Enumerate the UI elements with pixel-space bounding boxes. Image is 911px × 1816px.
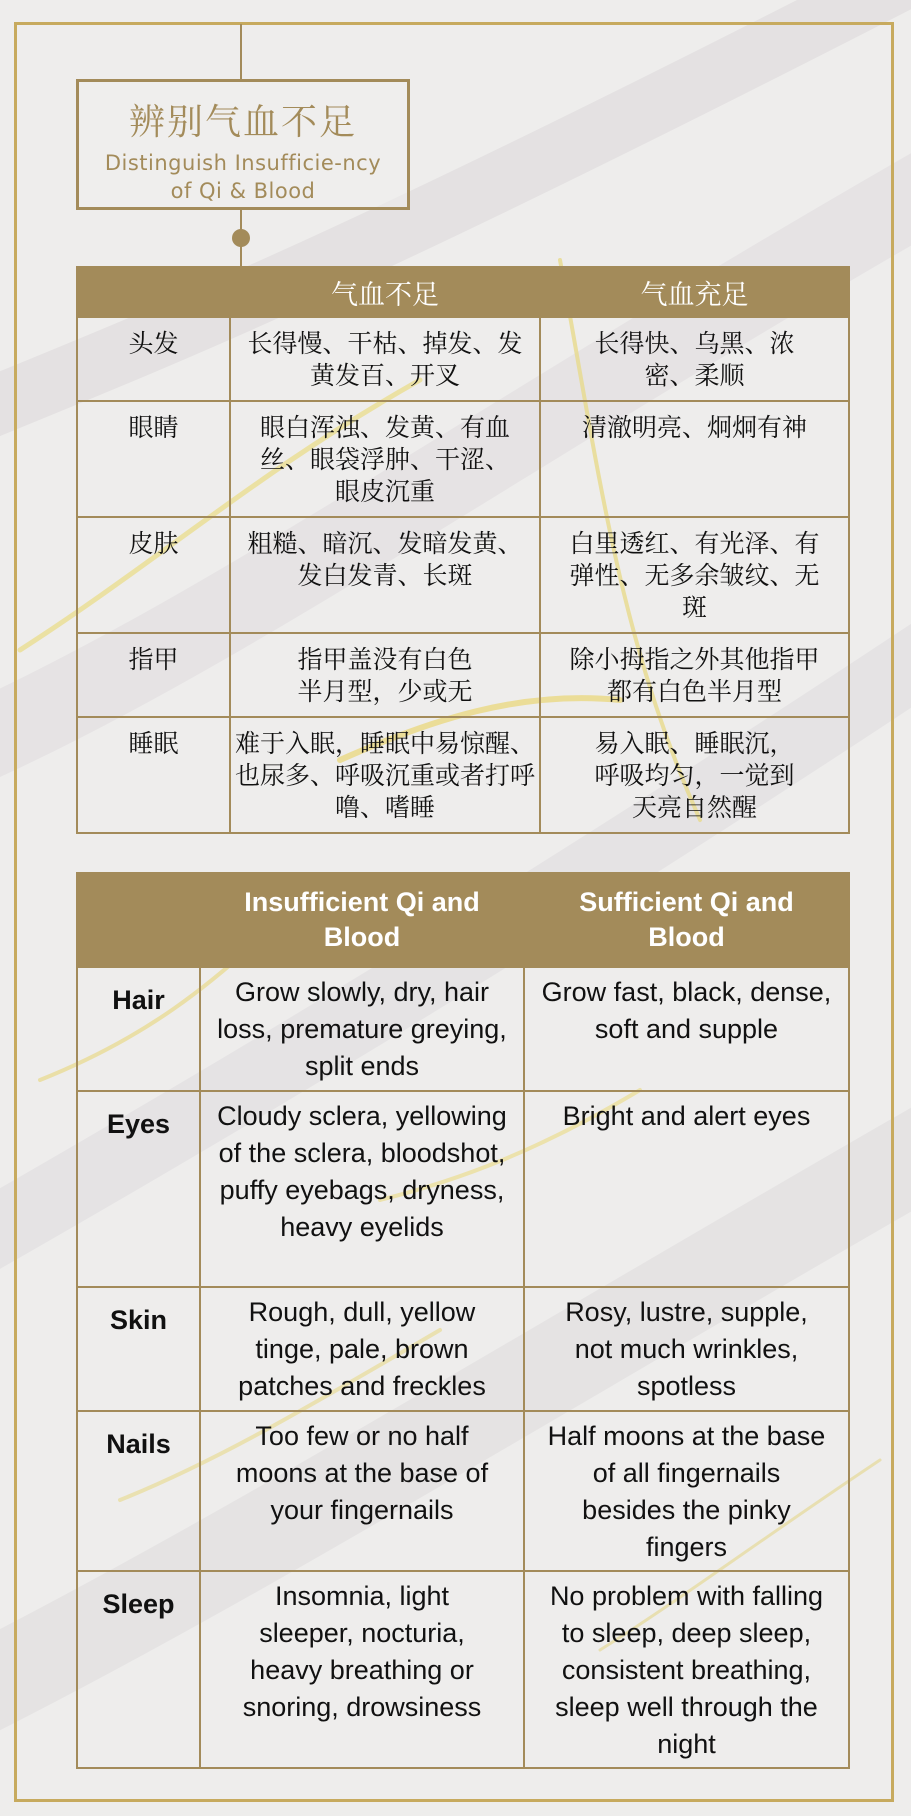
table-row (77, 1571, 849, 1768)
cell-insufficient: Rough, dull, yellow tinge, pale, brown patches and freckles (200, 1287, 524, 1411)
title-box (76, 79, 410, 210)
cell-sufficient: Bright and alert eyes (524, 1091, 849, 1287)
connector-dot (232, 229, 250, 247)
cell-insufficient: 长得慢、干枯、掉发、发黄发百、开叉 (230, 317, 540, 401)
row-label: Sleep (77, 1571, 200, 1768)
header-blank (77, 873, 200, 967)
cell-sufficient: 清澈明亮、炯炯有神 (540, 401, 849, 517)
row-label: 皮肤 (77, 517, 230, 633)
header-sufficient: Sufficient Qi and Blood (524, 873, 849, 967)
cell-sufficient: 除小拇指之外其他指甲都有白色半月型 (540, 633, 849, 717)
table-row (77, 517, 849, 633)
cell-sufficient: Rosy, lustre, supple, not much wrinkles, spotless (524, 1287, 849, 1411)
table-row (77, 317, 849, 401)
cell-insufficient: Cloudy sclera, yellowing of the sclera, bloodshot, puffy eyebags, dryness, heavy eyelids (200, 1091, 524, 1287)
title-english: Distinguish Insufficie-ncy of Qi & Blood (104, 151, 382, 203)
cell-insufficient: 难于入眠，睡眠中易惊醒、也尿多、呼吸沉重或者打呼噜、嗜睡 (230, 717, 540, 833)
cell-sufficient: Half moons at the base of all fingernails besides the pinky fingers (524, 1411, 849, 1571)
row-label: 头发 (77, 317, 230, 401)
row-label: 眼睛 (77, 401, 230, 517)
cell-insufficient: Too few or no half moons at the base of your fingernails (200, 1411, 524, 1571)
row-label: 睡眠 (77, 717, 230, 833)
cell-sufficient: No problem with falling to sleep, deep sleep, consistent breathing, sleep well through the night (524, 1571, 849, 1768)
table-row (77, 1287, 849, 1411)
english-comparison-table (76, 872, 850, 1769)
row-label: Nails (77, 1411, 200, 1571)
header-insufficient: Insufficient Qi and Blood (200, 873, 524, 967)
chinese-comparison-table (76, 266, 850, 834)
table-row (77, 633, 849, 717)
title-chinese: 辨别气血不足 (128, 102, 357, 143)
table-row (77, 1091, 849, 1287)
row-label: Hair (77, 967, 200, 1091)
cell-sufficient: 白里透红、有光泽、有弹性、无多余皱纹、无斑 (540, 517, 849, 633)
cell-sufficient: Grow fast, black, dense, soft and supple (524, 967, 849, 1091)
header-blank (77, 267, 230, 317)
table-row (77, 1411, 849, 1571)
table-row (77, 967, 849, 1091)
cell-insufficient: 指甲盖没有白色半月型，少或无 (230, 633, 540, 717)
cell-insufficient: 粗糙、暗沉、发暗发黄、发白发青、长斑 (230, 517, 540, 633)
cell-sufficient: 易入眠、睡眠沉，呼吸均匀，一觉到天亮自然醒 (540, 717, 849, 833)
table-header-row (77, 873, 849, 967)
row-label: Eyes (77, 1091, 200, 1287)
header-sufficient: 气血充足 (540, 267, 849, 317)
row-label: Skin (77, 1287, 200, 1411)
header-insufficient: 气血不足 (230, 267, 540, 317)
cell-insufficient: Grow slowly, dry, hair loss, premature greying, split ends (200, 967, 524, 1091)
table-row (77, 717, 849, 833)
row-label: 指甲 (77, 633, 230, 717)
cell-sufficient: 长得快、乌黑、浓密、柔顺 (540, 317, 849, 401)
cell-insufficient: Insomnia, light sleeper, nocturia, heavy breathing or snoring, drowsiness (200, 1571, 524, 1768)
connector-line-top (240, 24, 242, 79)
cell-insufficient: 眼白浑浊、发黄、有血丝、眼袋浮肿、干涩、眼皮沉重 (230, 401, 540, 517)
table-header-row (77, 267, 849, 317)
table-row (77, 401, 849, 517)
